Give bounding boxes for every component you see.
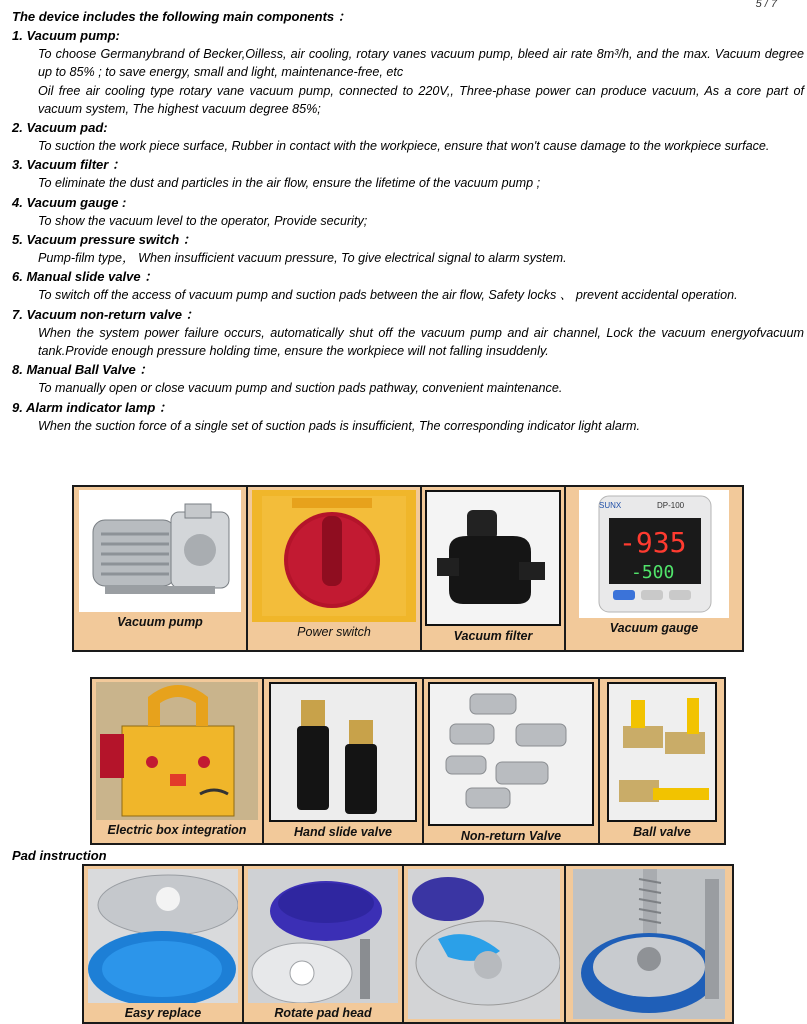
caption: Vacuum gauge	[609, 621, 699, 635]
section-heading: 7. Vacuum non-return valve ：	[12, 306, 199, 322]
section-pressure-switch	[12, 231, 804, 267]
section-non-return-valve	[12, 306, 804, 361]
rotate-pad-head-photo	[248, 869, 398, 1003]
gallery-item-power-switch	[248, 487, 422, 650]
section-text: To suction the work piece surface, Rubber in contact with the workpiece, ensure that won't cause damage to the workpiece surface.	[38, 139, 770, 154]
gauge-main-reading: -935	[619, 526, 687, 559]
component-gallery-2	[90, 677, 726, 845]
gallery-item-hand-slide-valve	[264, 679, 424, 843]
caption: Hand slide valve	[294, 825, 392, 839]
section-vacuum-pad	[12, 119, 804, 155]
section-ball-valve	[12, 361, 804, 397]
ball-valve-photo	[607, 682, 717, 822]
gallery-item-vacuum-filter	[422, 487, 566, 650]
caption: Power switch	[297, 625, 371, 639]
page-number: 5 / 7	[755, 0, 777, 10]
section-text: When the system power failure occurs, automatically shut off the vacuum pump and air channel, Lock the vacuum energyofvacuum tank.Provide enough pressure holding time, ensure the workpiece will not falling insuddenly.	[38, 325, 804, 358]
gallery-item-easy-replace	[84, 866, 244, 1022]
vacuum-gauge-photo	[579, 490, 729, 618]
caption: Electric box integration	[107, 823, 247, 837]
section-vacuum-pump	[12, 27, 804, 118]
section-manual-slide-valve	[12, 268, 804, 304]
gauge-sub-reading: -500	[631, 562, 675, 583]
doc-title: The device includes the following main components ：	[12, 9, 351, 24]
vacuum-pump-photo	[79, 490, 241, 612]
vacuum-filter-photo	[425, 490, 561, 626]
section-heading: 4. Vacuum gauge :	[12, 194, 127, 210]
gallery-item-ball-valve	[600, 679, 724, 843]
gauge-brand: SUNX	[599, 501, 622, 510]
section-heading: 5. Vacuum pressure switch ：	[12, 232, 196, 248]
section-heading: 1. Vacuum pump:	[12, 28, 120, 43]
section-heading: 9. Alarm indicator lamp ：	[12, 399, 172, 415]
caption: Easy replace	[124, 1006, 202, 1020]
section-heading: 8. Manual Ball Valve ：	[12, 362, 153, 378]
section-text: To choose Germanybrand of Becker,Oilless, air cooling, rotary vanes vacuum pump, bleed air rate 8m³/h, and the max. Vacuum degree up to 85% ; to save energy, small and light, maintenance-free, etc	[38, 47, 804, 80]
gallery-item-pad-assembly	[566, 866, 732, 1022]
section-text: Oil free air cooling type rotary vane vacuum pump, connected to 220V,, Three-phase power can produce vacuum, As a core part of vacuum system, The highest vacuum degree 85%;	[38, 83, 804, 116]
section-text: When the suction force of a single set of suction pads is insufficient, The corresponding indicator light alarm.	[38, 418, 641, 433]
pad-instruction-heading: Pad instruction	[12, 848, 107, 863]
section-vacuum-filter	[12, 156, 804, 192]
section-vacuum-gauge	[12, 194, 804, 230]
components-document	[12, 8, 804, 435]
pad-gallery	[82, 864, 734, 1024]
gallery-item-rotate-pad-head	[244, 866, 404, 1022]
section-text: To switch off the access of vacuum pump and suction pads between the air flow, Safety locks 、 prevent accidental operation.	[38, 288, 738, 303]
section-text: To show the vacuum level to the operator, Provide security;	[38, 213, 368, 228]
section-text: To manually open or close vacuum pump and suction pads pathway, convenient maintenance.	[38, 381, 563, 396]
gallery-item-vacuum-gauge	[566, 487, 742, 650]
pad-assembly-photo	[573, 869, 725, 1019]
caption: Rotate pad head	[274, 1006, 372, 1020]
section-heading: 2. Vacuum pad:	[12, 120, 108, 136]
caption: Non-return Valve	[460, 829, 562, 843]
electric-box-photo	[96, 682, 258, 820]
pad-cleaning-photo	[408, 869, 560, 1019]
caption: Ball valve	[633, 825, 691, 839]
gallery-item-vacuum-pump	[74, 487, 248, 650]
non-return-valve-photo	[428, 682, 594, 826]
caption: Vacuum pump	[117, 615, 203, 629]
section-heading: 3. Vacuum filter ：	[12, 157, 125, 173]
section-text: To eliminate the dust and particles in the air flow, ensure the lifetime of the vacuum pump ;	[38, 176, 541, 191]
section-heading: 6. Manual slide valve ：	[12, 269, 158, 285]
section-alarm-lamp	[12, 399, 804, 435]
power-switch-photo	[252, 490, 416, 622]
component-gallery-1	[72, 485, 744, 652]
gallery-item-electric-box	[92, 679, 264, 843]
gallery-item-pad-cleaning	[404, 866, 566, 1022]
hand-slide-valve-photo	[269, 682, 417, 822]
easy-replace-photo	[88, 869, 238, 1003]
caption: Vacuum filter	[453, 629, 533, 643]
gallery-item-non-return-valve	[424, 679, 600, 843]
gauge-model: DP-100	[657, 501, 685, 510]
section-text: Pump-film type， When insufficient vacuum pressure, To give electrical signal to alarm system.	[38, 251, 567, 266]
